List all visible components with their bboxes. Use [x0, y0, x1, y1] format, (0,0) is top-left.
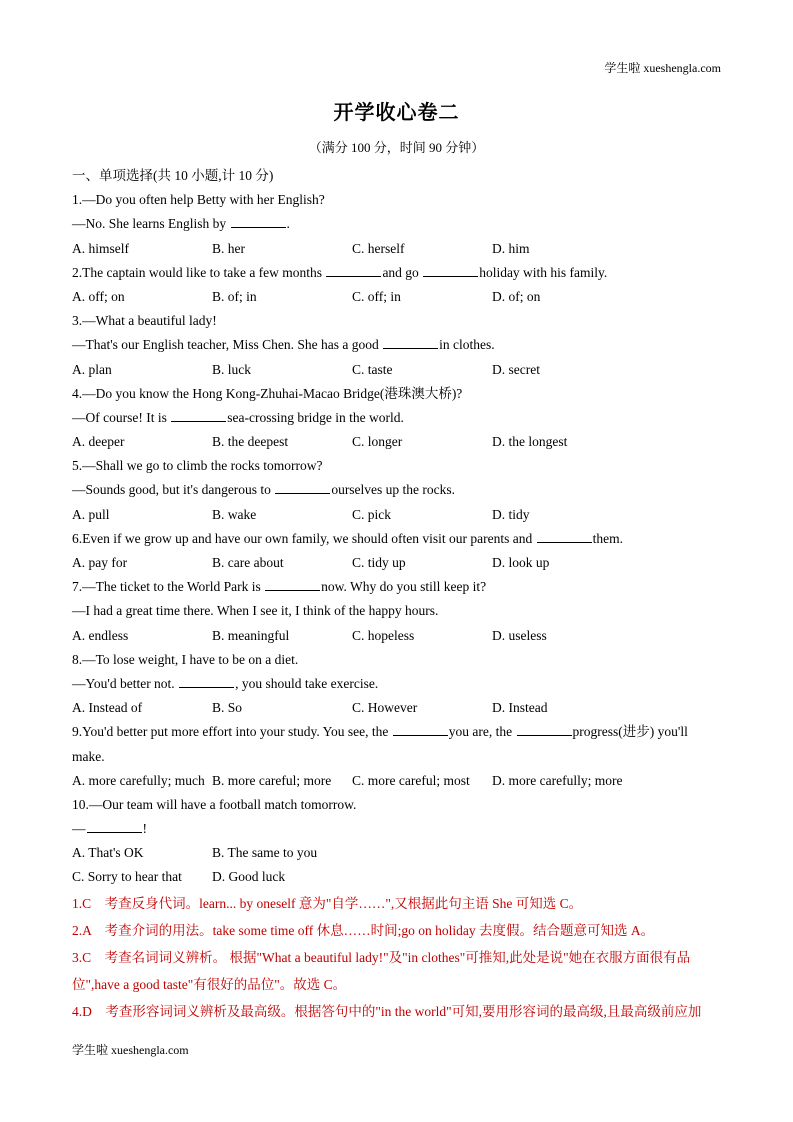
question-line — [72, 212, 722, 236]
question-line — [72, 454, 722, 478]
question-line — [72, 309, 722, 333]
answer-blank — [231, 214, 286, 228]
option-c: C. tidy up — [352, 555, 406, 570]
question-text: —No. She learns English by — [72, 216, 230, 232]
footer-site: 学生啦 xueshengla.com — [72, 1043, 189, 1057]
question-line — [72, 333, 722, 357]
question-text: 10.—Our team will have a football match tomorrow. — [72, 796, 357, 812]
question-text: 1.—Do you often help Betty with her English? — [72, 192, 325, 208]
question-text: 5.—Shall we go to climb the rocks tomorrow? — [72, 458, 323, 474]
question-line — [72, 261, 722, 285]
question-line — [72, 793, 722, 817]
option-a: A. pay for — [72, 555, 128, 570]
option-c: C. more careful; most — [352, 772, 470, 788]
question-line — [72, 478, 722, 502]
option-c: C. pick — [352, 506, 391, 522]
answer-explanation: 1.C 考查反身代词。learn... by oneself 意为"自学……",又根据此句主语 She 可知选 C。 — [72, 895, 583, 911]
option-d: D. secret — [492, 361, 540, 377]
answer-blank — [517, 722, 572, 736]
options-row — [72, 503, 722, 527]
question-line — [72, 672, 722, 696]
option-b: B. her — [212, 240, 245, 256]
options-row — [72, 285, 722, 309]
answer-blank — [179, 674, 234, 688]
options-row — [72, 865, 722, 889]
option-c: C. longer — [352, 434, 403, 450]
question-line — [72, 745, 722, 769]
options-row — [72, 841, 722, 865]
question-text: —That's our English teacher, Miss Chen. She has a good — [72, 337, 383, 353]
question-text: — — [72, 821, 86, 837]
question-text: make. — [72, 748, 105, 764]
option-d: D. him — [492, 240, 530, 256]
header-site: 学生啦 xueshengla.com — [604, 61, 721, 75]
option-c: C. However — [352, 700, 418, 716]
option-a: A. pull — [72, 506, 110, 522]
option-a: A. more carefully; much — [72, 772, 205, 788]
option-b: B. The same to you — [212, 845, 318, 861]
option-b: B. wake — [212, 506, 257, 522]
option-d: D. useless — [492, 627, 547, 643]
option-c: C. hopeless — [352, 627, 415, 643]
question-line — [72, 575, 722, 599]
question-text: 4.—Do you know the Hong Kong-Zhuhai-Macao Bridge(港珠澳大桥)? — [72, 385, 463, 401]
option-b: D. Good luck — [212, 869, 286, 885]
option-a: C. Sorry to hear that — [72, 869, 182, 885]
question-text: —Of course! It is — [72, 409, 171, 425]
question-text: them. — [592, 530, 624, 546]
option-d: D. the longest — [492, 434, 568, 450]
answer-blank — [326, 263, 381, 277]
question-text: progress(进步) you'll — [572, 724, 688, 740]
question-line — [72, 527, 722, 551]
question-text: ! — [142, 821, 147, 837]
question-text: 3.—What a beautiful lady! — [72, 313, 217, 329]
question-text: 6.Even if we grow up and have our own family, we should often visit our parents and — [72, 530, 536, 546]
options-row — [72, 237, 722, 261]
question-text: ourselves up the rocks. — [331, 482, 456, 498]
options-row — [72, 551, 722, 575]
answer-blank — [265, 577, 320, 591]
question-text: 8.—To lose weight, I have to be on a diet. — [72, 651, 299, 667]
answer-explanation: 3.C 考查名词词义辨析。 根据"What a beautiful lady!"及"in clothes"可推知,此处是说"她在衣服方面很有品位",have a good taste"有很好的品位"。故选 C。 — [72, 949, 691, 992]
options-row — [72, 769, 722, 793]
question-line — [72, 817, 722, 841]
answer-blank — [423, 263, 478, 277]
answer-blank — [275, 480, 330, 494]
question-text: sea-crossing bridge in the world. — [227, 409, 404, 425]
question-text: and go — [382, 264, 423, 280]
answer-explanation: 4.D 考查形容词词义辨析及最高级。根据答句中的"in the world"可知,要用形容词的最高级,且最高级前应加 — [72, 1003, 702, 1019]
option-d: D. more carefully; more — [492, 772, 623, 788]
page-title: 开学收心卷二 — [333, 102, 460, 124]
question-text: —You'd better not. — [72, 675, 179, 691]
question-text: —I had a great time there. When I see it, I think of the happy hours. — [72, 603, 439, 619]
question-text: in clothes. — [439, 337, 495, 353]
option-a: A. himself — [72, 240, 129, 256]
option-d: D. look up — [492, 555, 550, 570]
option-c: C. taste — [352, 361, 393, 377]
option-b: B. care about — [212, 555, 284, 570]
question-text: you are, the — [448, 724, 516, 740]
option-a: A. Instead of — [72, 700, 143, 716]
question-text: 2.The captain would like to take a few months — [72, 264, 326, 280]
option-b: B. So — [212, 700, 243, 716]
question-line — [72, 188, 722, 212]
option-a: A. endless — [72, 627, 129, 643]
option-d: D. tidy — [492, 506, 530, 522]
question-line — [72, 599, 722, 623]
question-text: 7.—The ticket to the World Park is — [72, 579, 265, 595]
answer-blank — [393, 722, 448, 736]
question-text: , you should take exercise. — [235, 675, 379, 691]
answer-explanation: 2.A 考查介词的用法。take some time off 休息……时间;go on holiday 去度假。结合题意可知选 A。 — [72, 922, 655, 938]
option-a: A. deeper — [72, 434, 125, 450]
question-text: holiday with his family. — [479, 264, 608, 280]
option-d: D. of; on — [492, 288, 541, 304]
option-a: A. plan — [72, 361, 112, 377]
answer-blank — [171, 408, 226, 422]
answer-blank — [383, 335, 438, 349]
question-line — [72, 406, 722, 430]
option-a: A. That's OK — [72, 845, 144, 861]
options-row — [72, 624, 722, 648]
answer-blank — [537, 529, 592, 543]
option-d: D. Instead — [492, 700, 548, 716]
option-c: C. herself — [352, 240, 405, 256]
question-line — [72, 720, 722, 744]
option-a: A. off; on — [72, 288, 125, 304]
option-b: B. meaningful — [212, 627, 290, 643]
options-row — [72, 696, 722, 720]
option-b: B. the deepest — [212, 434, 289, 450]
page-subtitle: （满分 100 分，时间 90 分钟） — [308, 140, 485, 155]
question-text: 9.You'd better put more effort into your study. You see, the — [72, 724, 392, 740]
question-line — [72, 382, 722, 406]
option-b: B. luck — [212, 361, 251, 377]
question-line — [72, 648, 722, 672]
answer-blank — [87, 819, 142, 833]
option-c: C. off; in — [352, 288, 401, 304]
document-body — [72, 164, 722, 1025]
options-row — [72, 358, 722, 382]
option-b: B. more careful; more — [212, 772, 332, 788]
question-text: now. Why do you still keep it? — [321, 579, 487, 595]
question-text: —Sounds good, but it's dangerous to — [72, 482, 275, 498]
option-b: B. of; in — [212, 288, 257, 304]
question-text: . — [286, 216, 290, 232]
options-row — [72, 430, 722, 454]
section-heading: 一、单项选择(共 10 小题,计 10 分) — [72, 168, 274, 183]
